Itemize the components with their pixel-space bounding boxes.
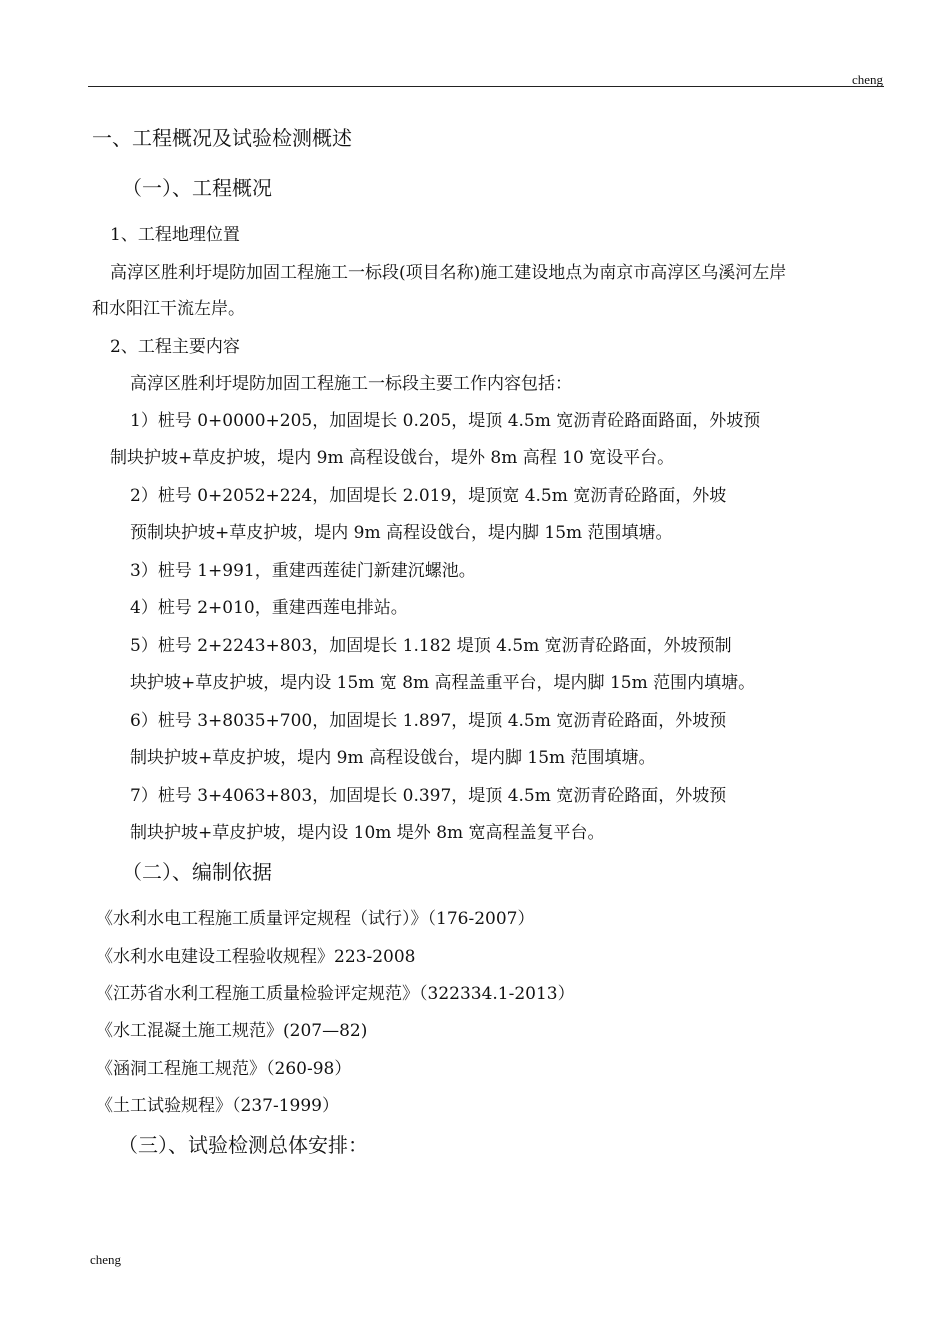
list-item: 1）桩号 0+0000+205，加固堤长 0.205，堤顶 4.5m 宽沥青砼路面路面，外坡预 [130, 411, 761, 431]
paragraph-line: 和水阳江干流左岸。 [92, 299, 245, 319]
list-item: 6）桩号 3+8035+700，加固堤长 1.897，堤顶 4.5m 宽沥青砼路面，外坡预 [130, 711, 727, 731]
section-2-heading: （二）、编制依据 [122, 860, 272, 884]
list-item: 2）桩号 0+2052+224，加固堤长 2.019，堤顶宽 4.5m 宽沥青砼路面，外坡 [130, 486, 727, 506]
list-item: 3）桩号 1+991，重建西莲徒门新建沉螺池。 [130, 561, 476, 581]
reference-item: 《水利水电建设工程验收规程》223-2008 [96, 947, 416, 967]
page-header: cheng [851, 72, 883, 87]
list-item: 7）桩号 3+4063+803，加固堤长 0.397，堤顶 4.5m 宽沥青砼路面，外坡预 [130, 786, 727, 806]
list-item: 5）桩号 2+2243+803，加固堤长 1.182 堤顶 4.5m 宽沥青砼路面，外坡预制 [130, 636, 732, 656]
paragraph-line: 高淳区胜利圩堤防加固工程施工一标段(项目名称)施工建设地点为南京市高淳区乌溪河左岸 [110, 263, 787, 283]
section-3-heading: （三）、试验检测总体安排： [118, 1133, 368, 1157]
list-item: 制块护坡+草皮护坡，堤内设 10m 堤外 8m 宽高程盖复平台。 [130, 823, 605, 843]
section-1-heading: （一）、工程概况 [122, 176, 272, 200]
header-rule [88, 86, 884, 87]
list-item: 4）桩号 2+010，重建西莲电排站。 [130, 598, 408, 618]
reference-item: 《土工试验规程》（237-1999） [96, 1096, 339, 1116]
subsection-1-title: 1、工程地理位置 [110, 225, 240, 245]
list-item: 制块护坡+草皮护坡，堤内 9m 高程设戗台，堤外 8m 高程 10 宽设平台。 [110, 448, 675, 468]
reference-item: 《水利水电工程施工质量评定规程（试行）》（176-2007） [96, 909, 535, 929]
reference-item: 《江苏省水利工程施工质量检验评定规范》（322334.1-2013） [96, 984, 575, 1004]
reference-item: 《水工混凝土施工规范》(207—82) [96, 1021, 368, 1041]
chapter-heading: 一、工程概况及试验检测概述 [92, 126, 352, 150]
subsection-2-title: 2、工程主要内容 [110, 337, 240, 357]
list-item: 制块护坡+草皮护坡，堤内 9m 高程设戗台，堤内脚 15m 范围填塘。 [130, 748, 656, 768]
list-item: 块护坡+草皮护坡，堤内设 15m 宽 8m 高程盖重平台，堤内脚 15m 范围内填塘。 [130, 673, 756, 693]
list-item: 预制块护坡+草皮护坡，堤内 9m 高程设戗台，堤内脚 15m 范围填塘。 [130, 523, 673, 543]
reference-item: 《涵洞工程施工规范》（260-98） [96, 1059, 352, 1079]
paragraph-line: 高淳区胜利圩堤防加固工程施工一标段主要工作内容包括： [130, 374, 572, 394]
page-footer: cheng [90, 1252, 122, 1267]
